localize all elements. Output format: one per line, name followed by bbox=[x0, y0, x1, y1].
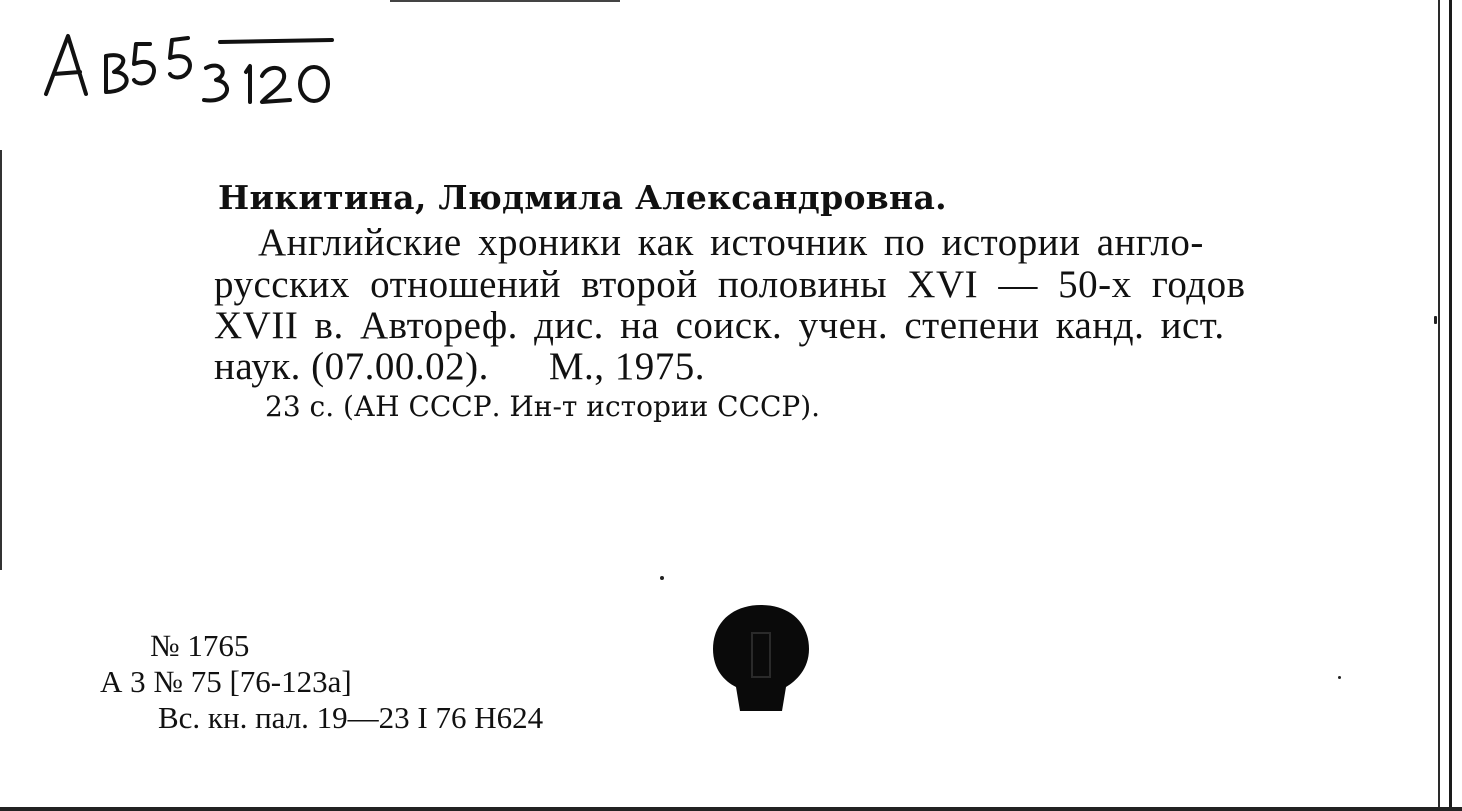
card-right-inner-edge bbox=[1438, 0, 1440, 811]
catalog-reference: А 3 № 75 [76-123а] bbox=[100, 664, 352, 699]
card-number: № 1765 bbox=[150, 628, 250, 663]
title-line-1: Английские хроники как источник по истории англо- bbox=[258, 221, 1204, 264]
speck bbox=[1434, 316, 1437, 324]
title-line-4 bbox=[214, 344, 705, 389]
card-right-edge bbox=[1449, 0, 1452, 811]
card-left-edge bbox=[0, 150, 2, 570]
speck bbox=[660, 576, 664, 580]
collation: 23 с. (АН СССР. Ин-т истории СССР). bbox=[265, 390, 821, 423]
author-heading: Никитина, Людмила Александровна. bbox=[218, 178, 947, 217]
card-top-edge bbox=[390, 0, 620, 2]
printing-info: Вс. кн. пал. 19—23 I 76 Н624 bbox=[158, 700, 544, 735]
title-line-2: русских отношений второй половины XVI — 50-х годов bbox=[214, 263, 1246, 306]
handwritten-shelfmark bbox=[40, 20, 350, 120]
imprint: М., 1975. bbox=[548, 345, 706, 388]
card-bottom-edge bbox=[0, 807, 1462, 811]
punched-hole bbox=[712, 603, 810, 715]
title-line-3: XVII в. Автореф. дис. на соиск. учен. степени канд. ист. bbox=[214, 304, 1225, 347]
discipline-code: наук. (07.00.02). bbox=[214, 345, 489, 388]
speck bbox=[1338, 676, 1341, 679]
